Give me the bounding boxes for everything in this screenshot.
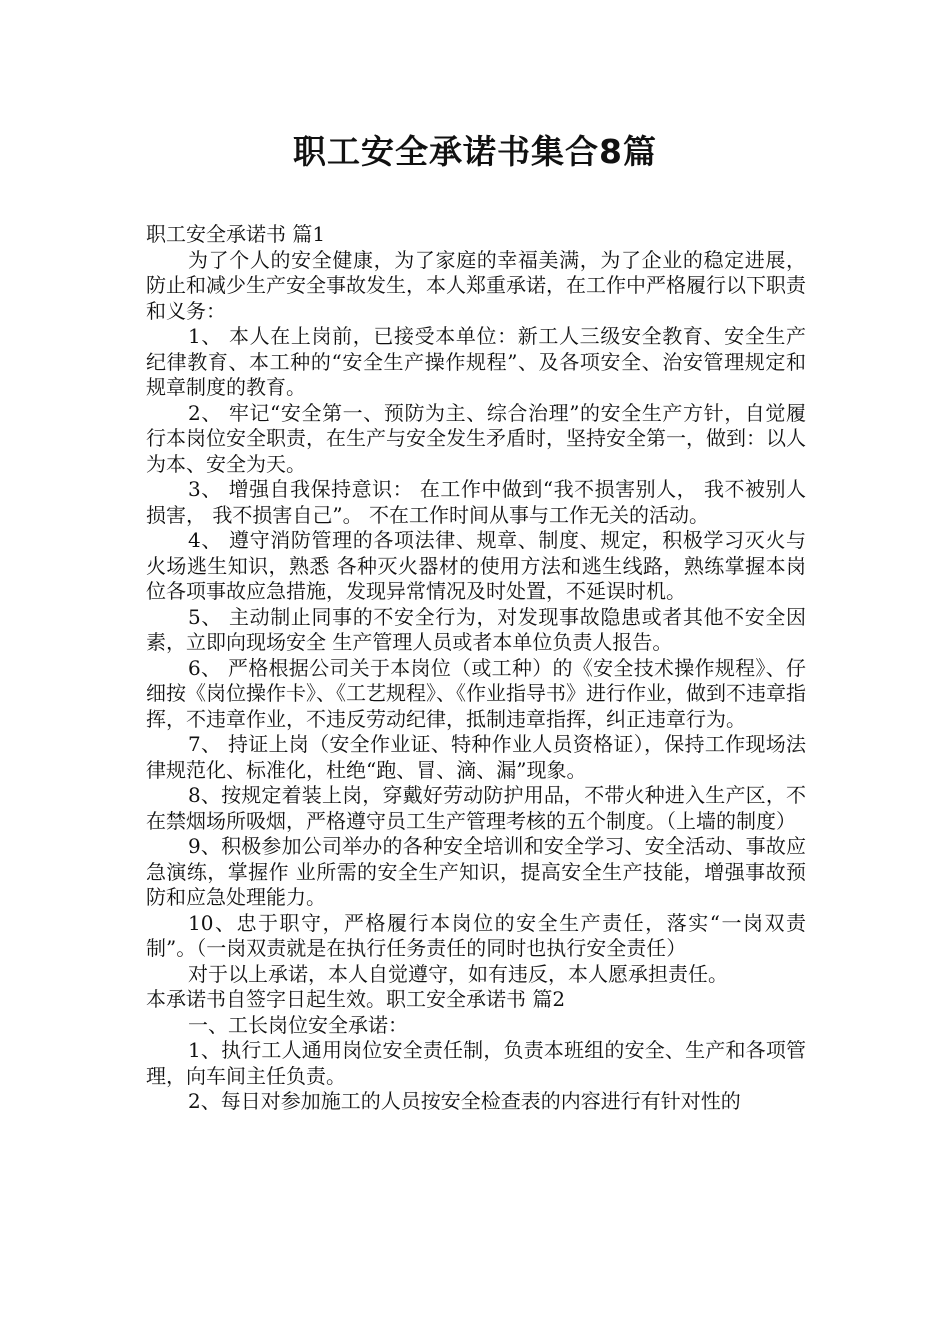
paragraph: 本承诺书自签字日起生效。职工安全承诺书 篇2	[146, 987, 566, 1011]
document-body	[146, 222, 806, 1115]
paragraph: 1、执行工人通用岗位安全责任制，负责本班组的安全、生产和各项管理，向车间主任负责。	[146, 1038, 806, 1088]
paragraph: 对于以上承诺，本人自觉遵守，如有违反，本人愿承担责任。	[188, 961, 728, 986]
paragraph: 3、 增强自我保持意识： 在工作中做到“我不损害别人， 我不被别人损害， 我不损害自己”。 不在工作时间从事与工作无关的活动。	[146, 477, 806, 527]
paragraph: 为了个人的安全健康，为了家庭的幸福美满，为了企业的稳定进展，防止和减少生产安全事故发生，本人郑重承诺，在工作中严格履行以下职责和义务：	[146, 247, 806, 323]
paragraph: 10、忠于职守，严格履行本岗位的安全生产责任，落实“一岗双责制”。（一岗双责就是在执行任务责任的同时也执行安全责任）	[146, 910, 806, 960]
paragraph: 一、工长岗位安全承诺：	[188, 1012, 408, 1037]
paragraph: 9、积极参加公司举办的各种安全培训和安全学习、安全活动、事故应急演练，掌握作 业所需的安全生产知识，提高安全生产技能，增强事故预防和应急处理能力。	[146, 834, 806, 909]
paragraph: 1、 本人在上岗前，已接受本单位：新工人三级安全教育、安全生产纪律教育、本工种的“安全生产操作规程”、及各项安全、治安管理规定和规章制度的教育。	[146, 324, 806, 399]
paragraph: 8、按规定着装上岗，穿戴好劳动防护用品，不带火种进入生产区，不在禁烟场所吸烟，严格遵守员工生产管理考核的五个制度。（上墙的制度）	[146, 783, 806, 833]
paragraph: 7、 持证上岗（安全作业证、特种作业人员资格证），保持工作现场法律规范化、标准化，杜绝“跑、冒、滴、漏”现象。	[146, 732, 806, 782]
paragraph: 职工安全承诺书 篇1	[146, 222, 326, 246]
paragraph: 5、 主动制止同事的不安全行为，对发现事故隐患或者其他不安全因素，立即向现场安全 生产管理人员或者本单位负责人报告。	[146, 604, 806, 654]
paragraph: 2、 牢记“安全第一、预防为主、综合治理”的安全生产方针，自觉履行本岗位安全职责，在生产与安全发生矛盾时，坚持安全第一，做到：以人为本、安全为天。	[146, 400, 806, 476]
paragraph: 4、 遵守消防管理的各项法律、规章、制度、规定，积极学习灭火与火场逃生知识，熟悉 各种灭火器材的使用方法和逃生线路，熟练掌握本岗位各项事故应急措施，发现异常情况及时处置，不延误时机。	[146, 528, 806, 603]
paragraph: 2、每日对参加施工的人员按安全检查表的内容进行有针对性的	[188, 1089, 741, 1113]
document-title: 职工安全承诺书集合8篇	[293, 132, 657, 171]
paragraph: 6、 严格根据公司关于本岗位（或工种）的《安全技术操作规程》、仔细按《岗位操作卡》、《工艺规程》、《作业指导书》进行作业，做到不违章指挥，不违章作业，不违反劳动纪律，抵制违章指挥，纠正违章行为。	[146, 655, 806, 731]
